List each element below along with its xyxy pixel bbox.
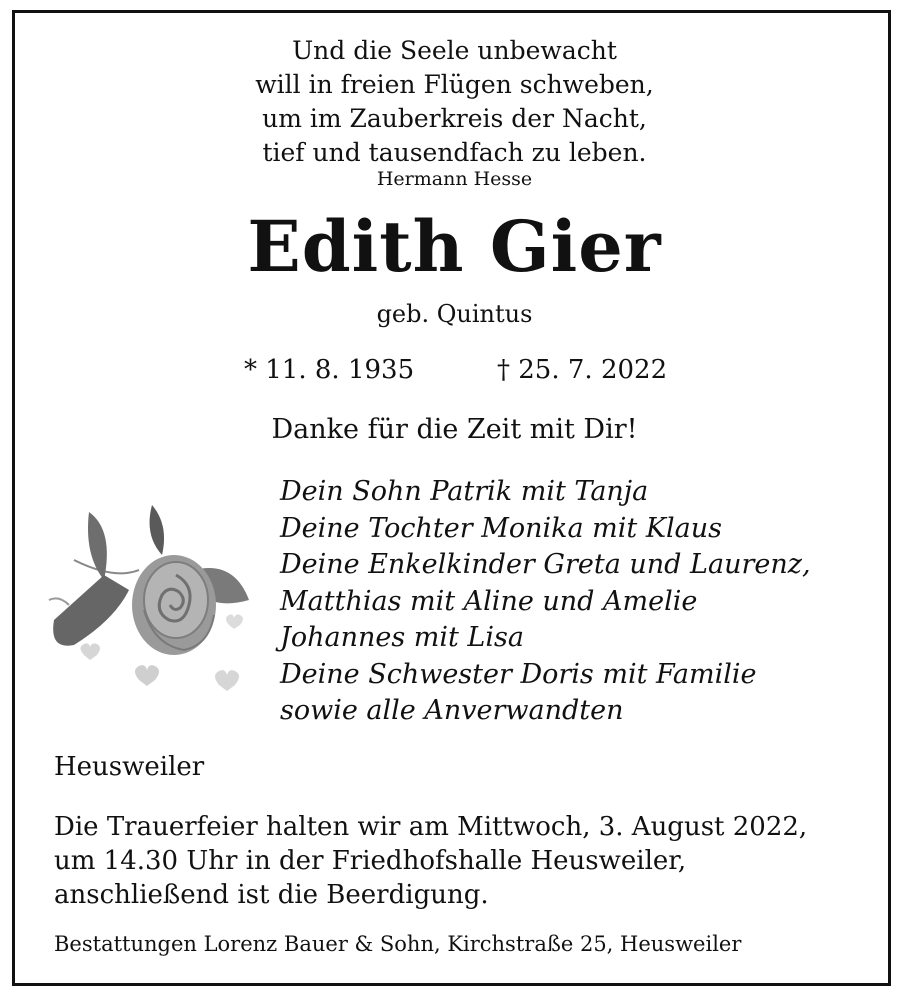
service-info <box>54 810 807 912</box>
family-member: Deine Tochter Monika mit Klaus <box>280 512 722 544</box>
family-member: sowie alle Anverwandten <box>280 695 624 726</box>
rose-icon <box>44 500 254 700</box>
place: Heusweiler <box>54 752 205 782</box>
poem-line: tief und tausendfach zu leben. <box>262 138 647 167</box>
maiden-name: geb. Quintus <box>376 300 533 328</box>
family-member: Johannes mit Lisa <box>280 622 524 653</box>
poem <box>0 34 909 170</box>
service-line: anschließend ist die Beerdigung. <box>54 880 489 910</box>
thanks-line: Danke für die Zeit mit Dir! <box>271 414 638 445</box>
poem-line: um im Zauberkreis der Nacht, <box>262 104 647 133</box>
poem-line: will in freien Flügen schweben, <box>255 70 654 99</box>
undertaker: Bestattungen Lorenz Bauer & Sohn, Kirchstraße 25, Heusweiler <box>54 932 742 956</box>
service-line: um 14.30 Uhr in der Friedhofshalle Heusweiler, <box>54 846 687 876</box>
family-member: Dein Sohn Patrik mit Tanja <box>280 476 649 507</box>
family-list <box>280 474 811 730</box>
deceased-name: Edith Gier <box>247 205 662 288</box>
service-line: Die Trauerfeier halten wir am Mittwoch, 3. August 2022, <box>54 812 808 842</box>
family-member: Matthias mit Aline und Amelie <box>280 585 698 617</box>
family-member: Deine Schwester Doris mit Familie <box>280 658 757 690</box>
family-member: Deine Enkelkinder Greta und Laurenz, <box>280 549 811 580</box>
birth-date: * 11. 8. 1935 <box>244 355 415 385</box>
poem-author: Hermann Hesse <box>376 168 533 190</box>
death-date: † 25. 7. 2022 <box>497 355 668 385</box>
poem-line: Und die Seele unbewacht <box>292 36 617 65</box>
